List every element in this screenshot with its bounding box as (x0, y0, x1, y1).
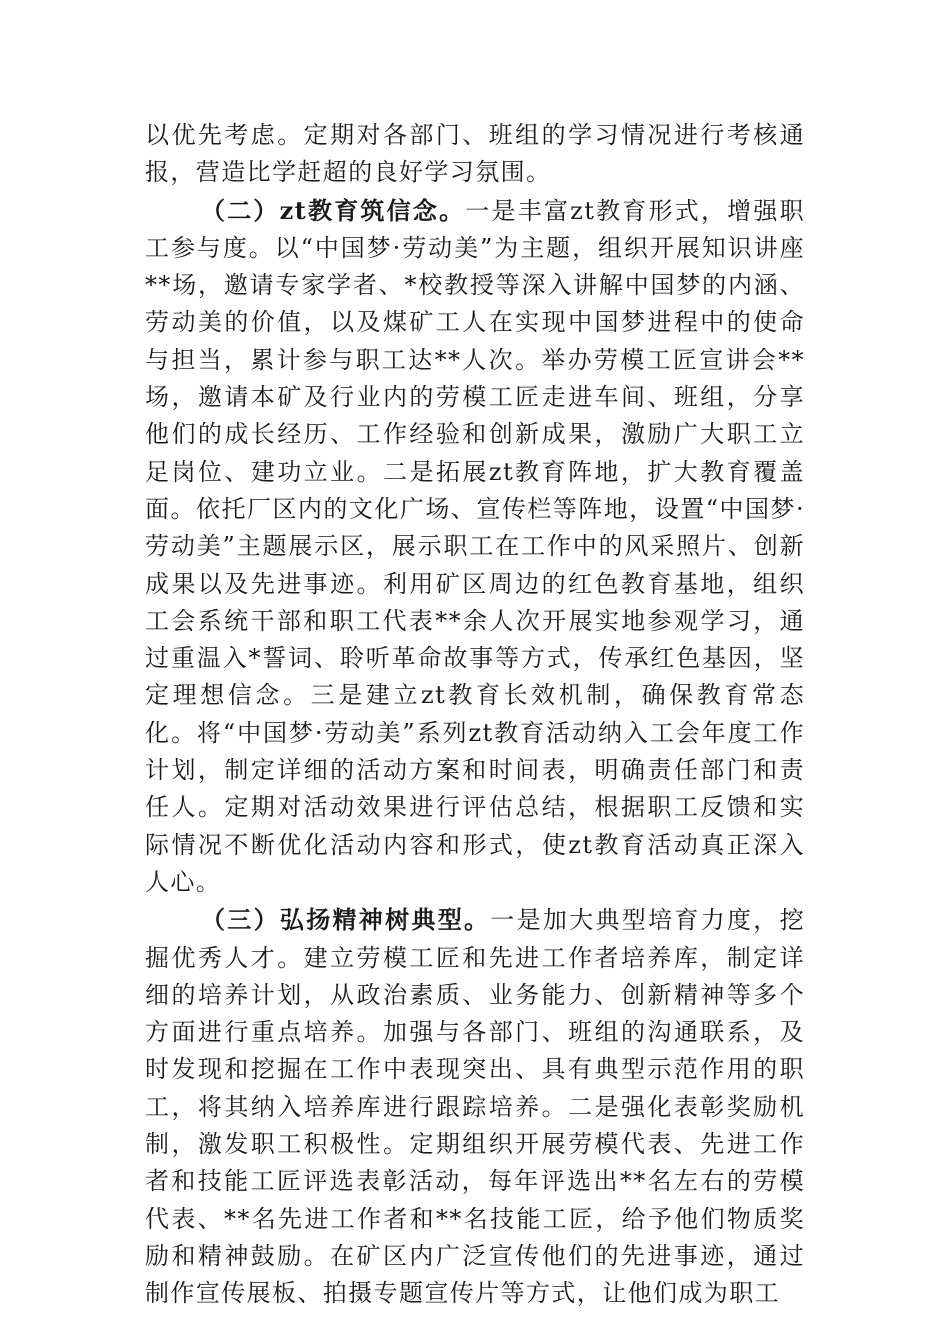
section-heading: （三）弘扬精神树典型。 (201, 905, 491, 935)
paragraph-text: 以优先考虑。定期对各部门、班组的学习情况进行考核通报，营造比学赶超的良好学习氛围。 (145, 121, 805, 187)
section-heading: （二）zt教育筑信念。 (201, 195, 466, 225)
paragraph-text: 一是加大典型培育力度，挖掘优秀人才。建立劳模工匠和先进工作者培养库，制定详细的培养计划，从政治素质、业务能力、创新精神等多个方面进行重点培养。加强与各部门、班组的沟通联系，及时发现和挖掘在工作中表现突出、具有典型示范作用的职工，将其纳入培养库进行跟踪培养。二是强化表彰奖励机制，激发职工积极性。定期组织开展劳模代表、先进工作者和技能工匠评选表彰活动，每年评选出**名左右的劳模代表、**名先进工作者和**名技能工匠，给予他们物质奖励和精神鼓励。在矿区内广泛宣传他们的先进事迹，通过制作宣传展板、拍摄专题宣传片等方式，让他们成为职工 (145, 906, 805, 1308)
paragraph-text: 一是丰富zt教育形式，增强职工参与度。以“中国梦·劳动美”为主题，组织开展知识讲座**场，邀请专家学者、*校教授等深入讲解中国梦的内涵、劳动美的价值，以及煤矿工人在实现中国梦进程中的使命与担当，累计参与职工达**人次。举办劳模工匠宣讲会**场，邀请本矿及行业内的劳模工匠走进车间、班组，分享他们的成长经历、工作经验和创新成果，激励广大职工立足岗位、建功立业。二是拓展zt教育阵地，扩大教育覆盖面。依托厂区内的文化广场、宣传栏等阵地，设置“中国梦·劳动美”主题展示区，展示职工在工作中的风采照片、创新成果以及先进事迹。利用矿区周边的红色教育基地，组织工会系统干部和职工代表**余人次开展实地参观学习，通过重温入*誓词、聆听革命故事等方式，传承红色基因，坚定理想信念。三是建立zt教育长效机制，确保教育常态化。将“中国梦·劳动美”系列zt教育活动纳入工会年度工作计划，制定详细的活动方案和时间表，明确责任部门和责任人。定期对活动效果进行评估总结，根据职工反馈和实际情况不断优化活动内容和形式，使zt教育活动真正深入人心。 (145, 196, 805, 896)
paragraph-continuation (145, 117, 805, 192)
paragraph-section-3 (145, 901, 805, 1312)
document-body (145, 117, 805, 1313)
paragraph-section-2 (145, 192, 805, 902)
